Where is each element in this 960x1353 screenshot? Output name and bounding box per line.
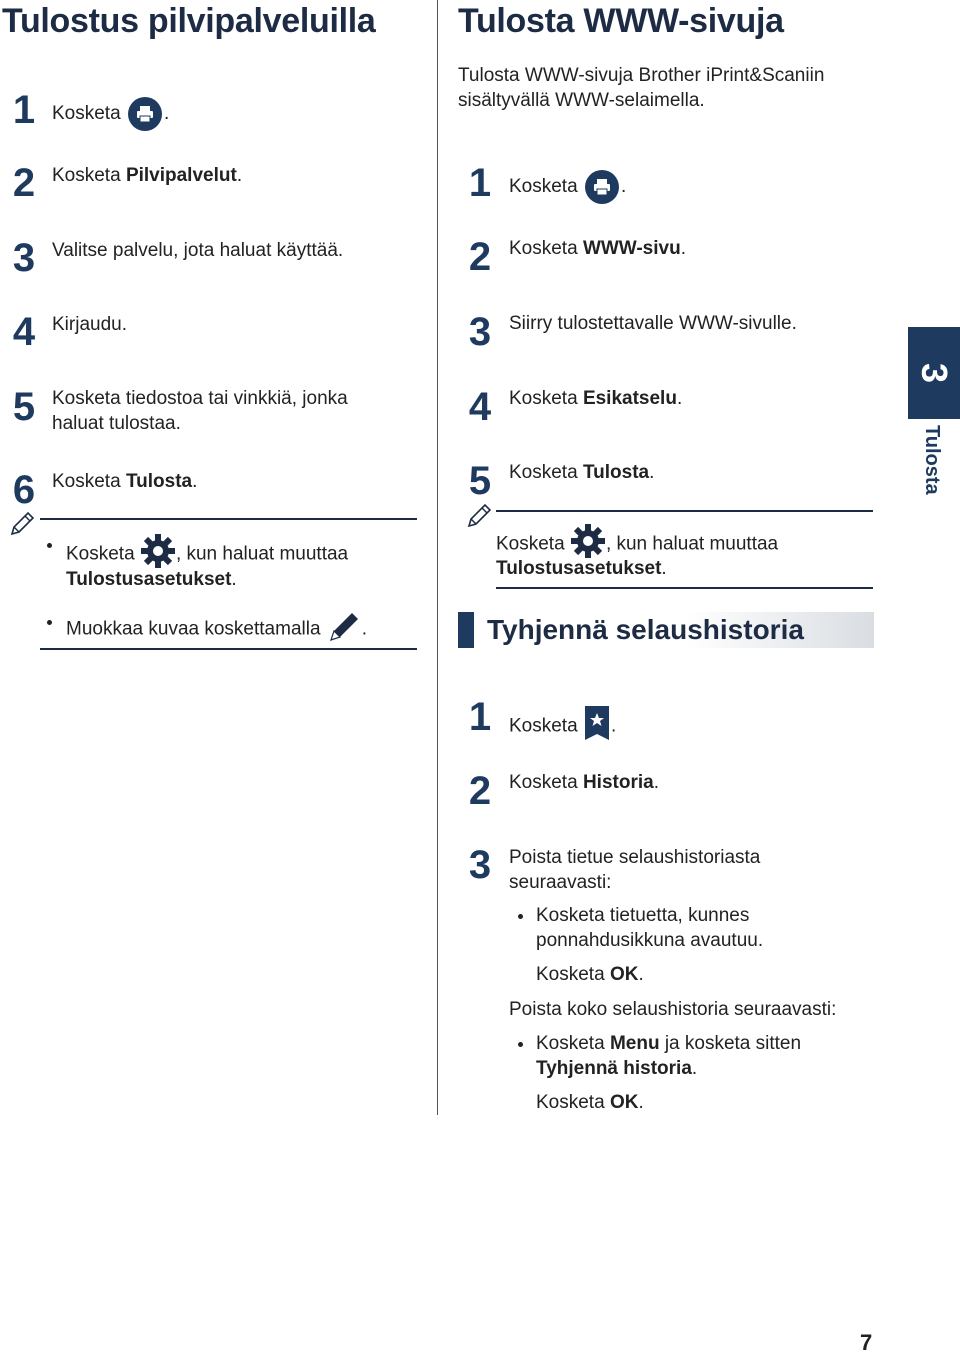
note-text: Tulostusasetukset. bbox=[496, 558, 667, 579]
note-pencil-icon bbox=[465, 502, 493, 536]
bullet bbox=[47, 620, 52, 625]
step-number: 2 bbox=[12, 161, 36, 205]
bullet-text: Kosketa Menu ja kosketa sitten Tyhjennä historia. bbox=[536, 1033, 802, 1079]
bookmark-star-icon bbox=[583, 704, 611, 749]
note-text: Kosketa , kun haluat muuttaa bbox=[496, 523, 778, 566]
note-text: Muokkaa kuvaa koskettamalla . bbox=[66, 608, 367, 651]
step-number: 5 bbox=[468, 459, 492, 503]
chapter-label-wrap bbox=[910, 425, 956, 515]
bullet-subtext: Kosketa OK. bbox=[536, 1092, 644, 1113]
column-divider bbox=[437, 0, 438, 1115]
chapter-label: Tulosta bbox=[921, 425, 943, 495]
note-bottom-rule bbox=[496, 587, 873, 589]
step-text: Kosketa Esikatselu. bbox=[509, 388, 683, 409]
bullet bbox=[518, 914, 523, 919]
chapter-number: 3 bbox=[914, 362, 955, 384]
note-top-rule bbox=[40, 518, 417, 520]
step-text: Kosketa Tulosta. bbox=[509, 462, 655, 483]
bullet bbox=[518, 1042, 523, 1047]
step-text: Kosketa . bbox=[509, 170, 626, 204]
step-text: Kosketa . bbox=[52, 97, 169, 131]
pencil-icon bbox=[326, 608, 362, 651]
step-text: Poista koko selaushistoria seuraavasti: bbox=[509, 999, 837, 1020]
step-text: Kirjaudu. bbox=[52, 314, 127, 335]
step-text: Poista tietue selaushistoriasta seuraavasti: bbox=[509, 847, 761, 893]
step-text: Siirry tulostettavalle WWW-sivulle. bbox=[509, 313, 797, 334]
bullet-subtext: Kosketa OK. bbox=[536, 964, 644, 985]
step-number: 3 bbox=[468, 843, 492, 887]
note-bottom-rule bbox=[40, 648, 417, 650]
left-title: Tulostus pilvipalveluilla bbox=[2, 2, 376, 40]
chapter-tab bbox=[908, 327, 960, 419]
step-number: 4 bbox=[468, 385, 492, 429]
step-text: Kosketa tiedostoa tai vinkkiä, jonka haluat tulostaa. bbox=[52, 388, 348, 434]
printer-icon bbox=[128, 97, 162, 131]
note-pencil-icon bbox=[8, 510, 36, 544]
note-top-rule bbox=[496, 510, 873, 512]
step-number: 1 bbox=[468, 161, 492, 205]
step-number: 1 bbox=[468, 695, 492, 739]
step-number: 2 bbox=[468, 235, 492, 279]
section-header-bar bbox=[458, 612, 474, 648]
step-number: 2 bbox=[468, 769, 492, 813]
bullet-text: Kosketa tietuetta, kunnes ponnahdusikkuna avautuu. bbox=[536, 905, 764, 951]
section-title: Tyhjennä selaushistoria bbox=[487, 614, 804, 645]
step-number: 3 bbox=[468, 310, 492, 354]
step-number: 4 bbox=[12, 310, 36, 354]
step-text: Kosketa WWW-sivu. bbox=[509, 238, 686, 259]
intro-text: Tulosta WWW-sivuja Brother iPrint&Scaniin sisältyvällä WWW-selaimella. bbox=[458, 65, 825, 111]
step-text: Kosketa Pilvipalvelut. bbox=[52, 165, 243, 186]
step-text: Valitse palvelu, jota haluat käyttää. bbox=[52, 240, 344, 261]
step-text: Kosketa Tulosta. bbox=[52, 471, 198, 492]
bullet bbox=[47, 543, 52, 548]
step-number: 6 bbox=[12, 468, 36, 512]
step-number: 3 bbox=[12, 236, 36, 280]
step-number: 5 bbox=[12, 385, 36, 429]
printer-icon bbox=[585, 170, 619, 204]
section-header bbox=[458, 612, 874, 648]
step-text: Kosketa . bbox=[509, 704, 616, 749]
step-text: Kosketa Historia. bbox=[509, 772, 659, 793]
note-text: Kosketa , kun haluat muuttaa bbox=[66, 533, 348, 576]
right-title: Tulosta WWW-sivuja bbox=[458, 2, 784, 40]
note-text: Tulostusasetukset. bbox=[66, 569, 237, 590]
step-number: 1 bbox=[12, 88, 36, 132]
page-number: 7 bbox=[860, 1330, 873, 1353]
